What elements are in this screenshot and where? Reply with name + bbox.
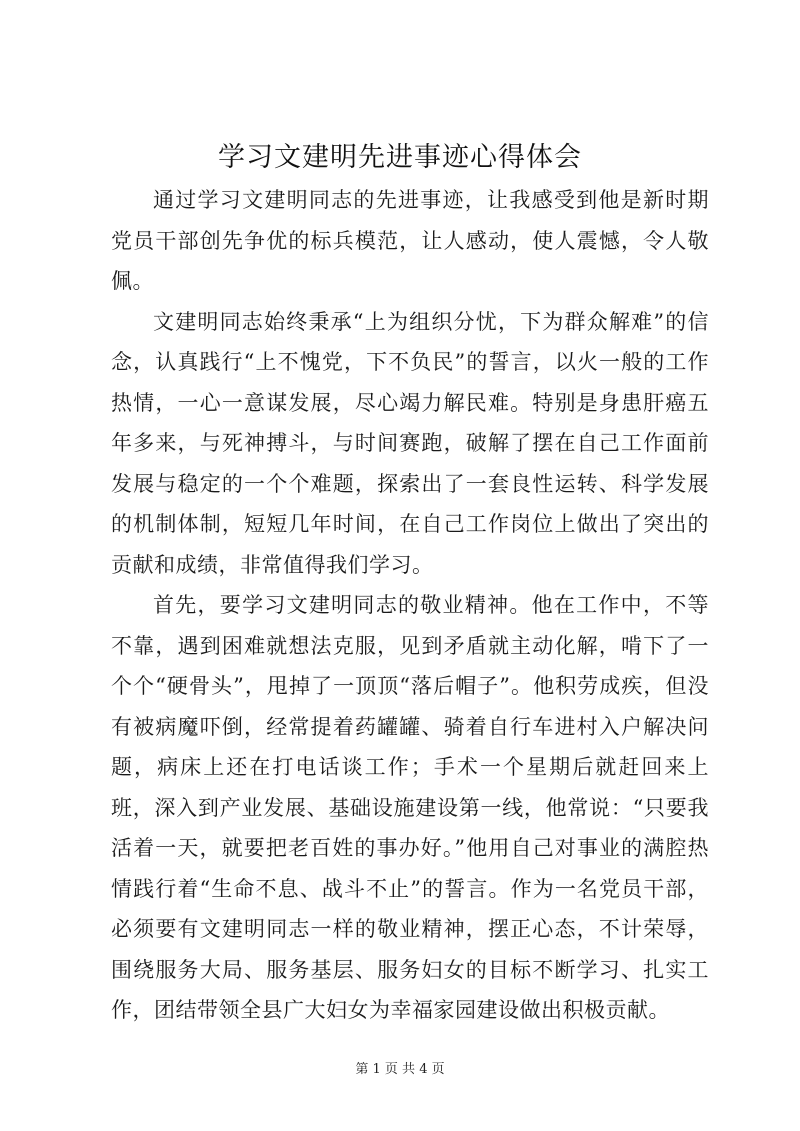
paragraph-dedication: 首先，要学习文建明同志的敬业精神。他在工作中，不等不靠，遇到困难就想法克服，见到矛盾就主动化解，啃下了一个个“硬骨头”，甩掉了一顶顶“落后帽子”。他积劳成疾，但没有被病魔吓倒，经常提着药罐罐、骑着自行车进村入户解决问题，病床上还在打电话谈工作；手术一个星期后就赶回来上班，深入到产业发展、基础设施建设第一线，他常说：“只要我活着一天，就要把老百姓的事办好。”他用自己对事业的满腔热情践行着“生命不息、战斗不止”的誓言。作为一名党员干部，必须要有文建明同志一样的敬业精神，摆正心态，不计荣辱，围绕服务大局、服务基层、服务妇女的目标不断学习、扎实工作，团结带领全县广大妇女为幸福家园建设做出积极贡献。 [111,593,709,1022]
paragraph-intro: 通过学习文建明同志的先进事迹，让我感受到他是新时期党员干部创先争优的标兵模范，让人感动，使人震憾，令人敬佩。 [111,188,709,293]
document-title: 学习文建明先进事迹心得体会 [218,142,582,173]
page-footer: 第 1 页 共 4 页 [355,1062,445,1077]
paragraph-summary: 文建明同志始终秉承“上为组织分忧，下为群众解难”的信念，认真践行“上不愧党，下不负民”的誓言，以火一般的工作热情，一心一意谋发展，尽心竭力解民难。特别是身患肝癌五年多来，与死神搏斗，与时间赛跑，破解了摆在自己工作面前发展与稳定的一个个难题，探索出了一套良性运转、科学发展的机制体制，短短几年时间，在自己工作岗位上做出了突出的贡献和成绩，非常值得我们学习。 [111,309,709,577]
document-body [111,180,709,1031]
